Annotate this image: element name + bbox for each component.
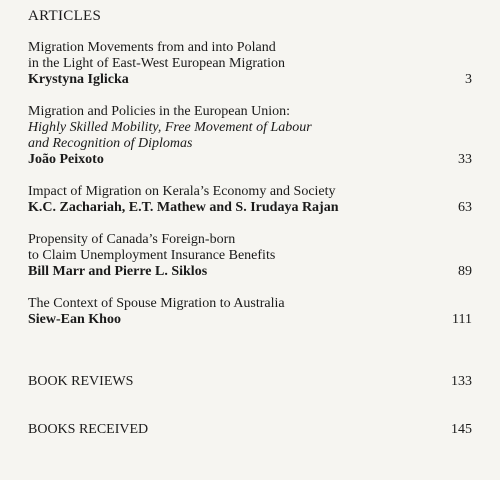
article-entry xyxy=(28,296,472,328)
article-subtitle-line: and Recognition of Diplomas xyxy=(28,136,193,151)
article-page-number: 89 xyxy=(458,264,472,279)
contents-section-book-reviews xyxy=(28,374,472,390)
contents-section-books-received xyxy=(28,422,472,438)
article-title-line: Migration Movements from and into Poland xyxy=(28,40,276,55)
section-heading-articles: ARTICLES xyxy=(28,8,102,24)
section-label: BOOK REVIEWS xyxy=(28,374,134,389)
article-page-number: 33 xyxy=(458,152,472,167)
article-author: Bill Marr and Pierre L. Siklos xyxy=(28,264,208,279)
section-page-number: 145 xyxy=(451,422,472,437)
article-subtitle-line: Highly Skilled Mobility, Free Movement of Labour xyxy=(28,120,312,135)
article-entry xyxy=(28,232,472,280)
article-page-number: 3 xyxy=(465,72,472,87)
article-author: João Peixoto xyxy=(28,152,104,167)
article-entry xyxy=(28,40,472,88)
article-page-number: 111 xyxy=(452,312,472,327)
article-title-line: The Context of Spouse Migration to Australia xyxy=(28,296,285,311)
article-title-line: in the Light of East-West European Migration xyxy=(28,56,286,71)
article-entry xyxy=(28,184,472,216)
article-title-line: Impact of Migration on Kerala’s Economy and Society xyxy=(28,184,336,199)
article-author: Siew-Ean Khoo xyxy=(28,312,121,327)
article-title-line: to Claim Unemployment Insurance Benefits xyxy=(28,248,276,263)
article-title-line: Migration and Policies in the European Union: xyxy=(28,104,291,119)
section-page-number: 133 xyxy=(451,374,472,389)
article-page-number: 63 xyxy=(458,200,472,215)
article-author: Krystyna Iglicka xyxy=(28,72,129,87)
article-entry xyxy=(28,104,472,168)
article-title-line: Propensity of Canada’s Foreign-born xyxy=(28,232,236,247)
section-label: BOOKS RECEIVED xyxy=(28,422,149,437)
article-author: K.C. Zachariah, E.T. Mathew and S. Irudaya Rajan xyxy=(28,200,339,215)
